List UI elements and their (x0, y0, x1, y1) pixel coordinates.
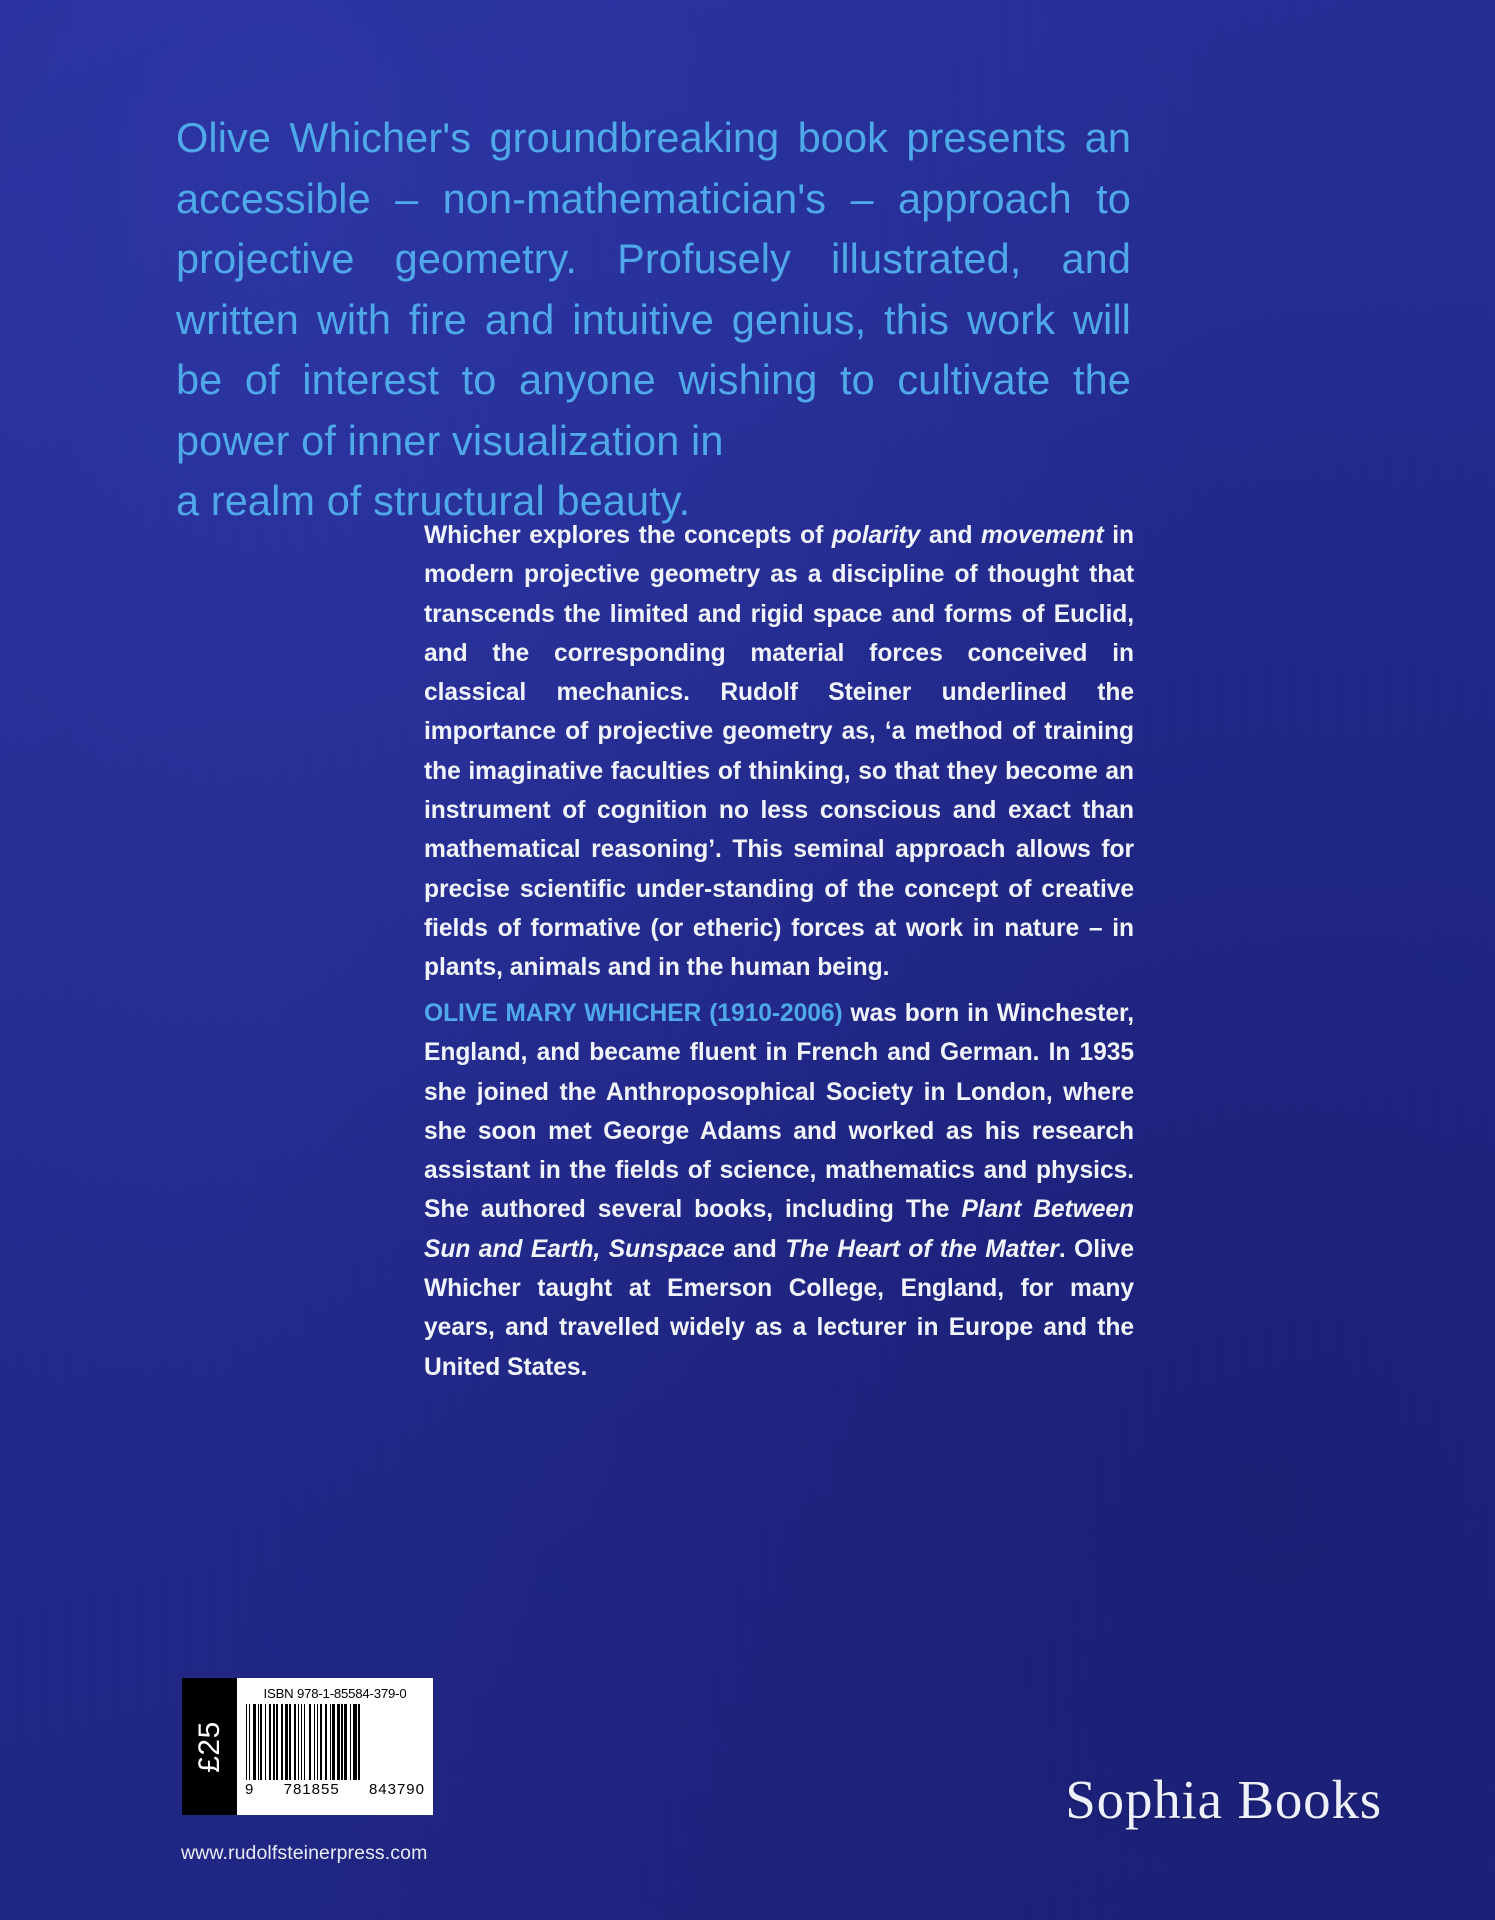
publisher-logo: Sophia Books (1065, 1769, 1382, 1830)
price-label: £25 (192, 1720, 226, 1773)
ean-group-1: 781855 (283, 1781, 340, 1798)
author-name: OLIVE MARY WHICHER (1910-2006) (424, 1000, 843, 1027)
publisher-website[interactable]: www.rudolfsteinerpress.com (181, 1842, 428, 1864)
description-part-2: and (920, 522, 982, 549)
description-italic-movement: movement (981, 522, 1104, 549)
bio-italic-title-1: Plant Between Sun and Earth, Sunspace (424, 1196, 1135, 1263)
bio-part-1: was born in Winchester, England, and became fluent in French and German. In 1935 she joined the Anthroposophical Society in London, where she soon met George Adams and worked as his research assistant in the fields of science, mathematics and physics. She authored several books, including The (424, 1000, 1135, 1224)
body-column (424, 516, 1135, 1381)
ean-digits (244, 1780, 426, 1798)
headline-text: Olive Whicher's groundbreaking book presents an accessible – non-mathematician's – approach to projective geometry. Profusely illustrated, and written with fire and intuitive genius, this work will be of interest to anyone wishing to cultivate the power of inner visualization in (176, 114, 1131, 464)
ean-group-2: 843790 (368, 1781, 425, 1798)
isbn-label: ISBN 978-1-85584-379-0 (263, 1686, 407, 1701)
barcode-panel (237, 1678, 433, 1815)
bio-part-3: . Olive Whicher taught at Emerson College, England, for many years, and travelled widely as a lecturer in Europe and the United States. (424, 1235, 1135, 1381)
bio-part-2: and (724, 1235, 786, 1263)
ean-left-digit: 9 (245, 1781, 255, 1798)
author-bio-paragraph (424, 994, 1134, 1387)
barcode-block (182, 1678, 433, 1815)
headline-last-line: a realm of structural beauty. (176, 477, 691, 524)
barcode-bars (246, 1704, 424, 1780)
bio-italic-title-2: The Heart of the Matter (785, 1235, 1059, 1263)
headline-blurb (176, 108, 1131, 532)
price-box (182, 1678, 237, 1815)
description-part-3: in modern projective geometry as a discipline of thought that transcends the limited and rigid space and forms of Euclid, and the corresponding material forces conceived in classical mechanics. Rudolf Steiner underlined the importance of projective geometry as, ‘a method of training the imaginative faculties of thinking, so that they become an instrument of cognition no less conscious and exact than mathematical reasoning’. This seminal approach allows for precise scientific under-standing of the concept of creative fields of formative (or etheric) forces at work in nature – in plants, animals and in the human being. (424, 522, 1134, 982)
description-part-1: Whicher explores the concepts of (424, 522, 832, 549)
description-paragraph (424, 516, 1134, 988)
description-italic-polarity: polarity (831, 522, 921, 549)
